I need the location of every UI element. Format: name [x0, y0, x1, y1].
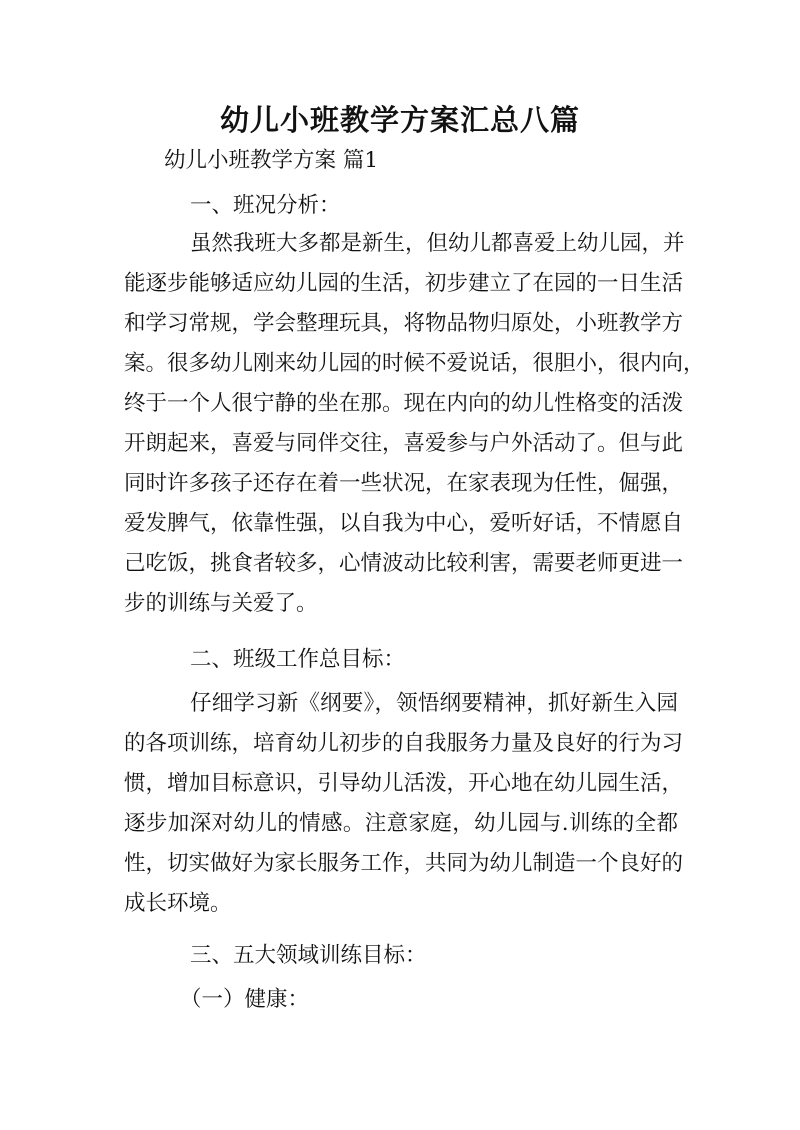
document-subtitle: 幼儿小班教学方案 篇1 [164, 148, 379, 173]
document-title: 幼儿小班教学方案汇总八篇 [219, 103, 580, 137]
paragraph-line: 终于一个人很宁静的坐在那。现在内向的幼儿性格变的活泼 [124, 391, 684, 416]
paragraph-line: 己吃饭，挑食者较多，心情波动比较利害，需要老师更进一 [124, 551, 684, 576]
paragraph-line: 成长环境。 [124, 891, 232, 916]
section-heading-overall-goals: 二、班级工作总目标： [190, 647, 406, 672]
paragraph-line: 开朗起来，喜爱与同伴交往，喜爱参与户外活动了。但与此 [124, 431, 684, 456]
paragraph-line: 案。很多幼儿刚来幼儿园的时候不爱说话，很胆小，很内向， [124, 351, 705, 376]
paragraph-line: 惯，增加目标意识，引导幼儿活泼，开心地在幼儿园生活， [124, 771, 684, 796]
paragraph-line: 同时许多孩子还存在着一些状况，在家表现为任性，倔强， [124, 471, 684, 496]
paragraph-line: 逐步加深对幼儿的情感。注意家庭，幼儿园与.训练的全都 [124, 811, 678, 836]
section-heading-class-analysis: 一、班况分析： [190, 193, 341, 218]
paragraph-line: 和学习常规，学会整理玩具，将物品物归原处，小班教学方 [124, 311, 684, 336]
section-heading-domain-goals: 三、五大领域训练目标： [190, 943, 427, 968]
paragraph-line: 能逐步能够适应幼儿园的生活，初步建立了在园的一日生活 [124, 271, 684, 296]
paragraph-line: 虽然我班大多都是新生，但幼儿都喜爱上幼儿园，并 [190, 231, 685, 256]
paragraph-line: 步的训练与关爱了。 [124, 591, 318, 616]
paragraph-line: 性，切实做好为家长服务工作，共同为幼儿制造一个良好的 [124, 851, 684, 876]
paragraph-line: 仔细学习新《纲要》，领悟纲要精神，抓好新生入园 [190, 691, 678, 716]
paragraph-line: 的各项训练，培育幼儿初步的自我服务力量及良好的行为习 [124, 731, 684, 756]
paragraph-line: 爱发脾气，依靠性强，以自我为中心，爱听好话，不情愿自 [124, 511, 684, 536]
subsection-heading-health: （一）健康： [180, 987, 310, 1012]
